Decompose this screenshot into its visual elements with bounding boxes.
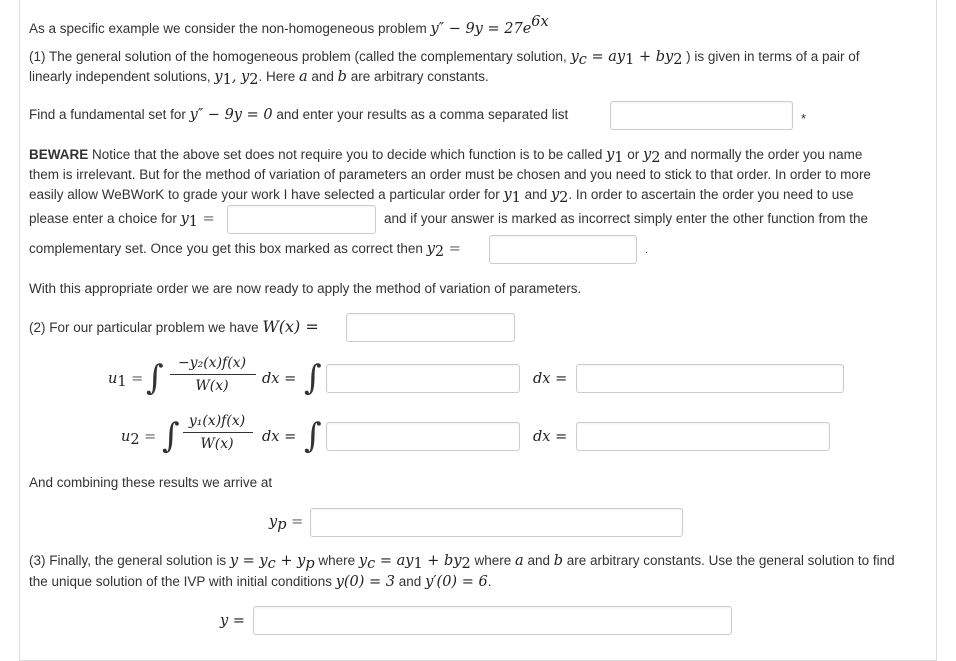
part3-yc-sub: c bbox=[367, 556, 376, 572]
y1-symbol: y bbox=[214, 69, 223, 85]
u2-numerator bbox=[177, 413, 257, 429]
yc-sub1: 1 bbox=[625, 52, 635, 68]
u2-dx-text: dx = bbox=[262, 429, 297, 445]
or-word: or bbox=[623, 147, 644, 162]
part1-text-e: are arbitrary constants. bbox=[346, 69, 489, 84]
y2-sub-b: 2 bbox=[651, 150, 661, 166]
u1-integral-sign: ∫ bbox=[146, 358, 164, 398]
y1-symbol-c: y bbox=[503, 187, 512, 203]
part1-text-c: linearly independent solutions, bbox=[29, 69, 215, 84]
u2-dx bbox=[262, 428, 296, 446]
part3-sub1: 1 bbox=[413, 556, 423, 572]
part3-text-e: the unique solution of the IVP with initial conditions bbox=[29, 574, 336, 589]
y2-symbol-b: y bbox=[643, 147, 652, 163]
y1-symbol-b: y bbox=[606, 147, 615, 163]
part1-line1 bbox=[29, 48, 860, 69]
intro-equation: y″ − 9y = 27e bbox=[430, 21, 532, 37]
intro-text: As a specific example we consider the non-homogeneous problem bbox=[29, 21, 431, 36]
u2-dx-2-text: dx = bbox=[533, 429, 568, 445]
beware-text-5a: complementary set. Once you get this box marked as correct then bbox=[29, 241, 427, 256]
part3-eq-a-sub: c bbox=[267, 556, 276, 572]
u2-antiderivative-input[interactable] bbox=[576, 422, 830, 451]
u2-symbol: u bbox=[121, 429, 131, 445]
beware-text-1: Notice that the above set does not require you to decide which function is to be called bbox=[88, 147, 607, 162]
intro-line bbox=[29, 13, 549, 38]
yc-symbol: y bbox=[570, 49, 579, 65]
beware-line2: them is irrelevant. But for the method of variation of parameters an order must be chosen and you need to stick to that order. In order to more bbox=[29, 167, 871, 182]
comma: , bbox=[231, 69, 242, 85]
u2-numerator-text: y₁(x)f(x) bbox=[188, 413, 246, 429]
beware-line1 bbox=[29, 146, 862, 167]
part1-line2 bbox=[29, 68, 489, 89]
variation-text: With this appropriate order we are now ready to apply the method of variation of parameters. bbox=[29, 281, 582, 296]
u2-label: $u_2$ = bbox=[121, 429, 157, 448]
y2-sub: 2 bbox=[249, 72, 259, 88]
part3-eq-a: y = y bbox=[229, 553, 268, 569]
part3-line2 bbox=[29, 573, 491, 591]
beware-label: BEWARE bbox=[29, 147, 89, 162]
y1-sub-b: 1 bbox=[614, 150, 624, 166]
u2-denominator bbox=[177, 436, 257, 452]
beware-text-3a: easily allow WeBWorK to grade your work I have selected a particular order for bbox=[29, 187, 504, 202]
intro-equation-exponent: 6x bbox=[531, 14, 549, 30]
required-asterisk: * bbox=[801, 111, 807, 126]
const-a: a bbox=[298, 69, 308, 85]
ic-and: and bbox=[395, 574, 426, 589]
u1-fraction-bar bbox=[170, 374, 256, 375]
initial-condition-1: y(0) = 3 bbox=[335, 574, 396, 590]
part3-text-b: where bbox=[314, 553, 359, 568]
y2-symbol-e: y bbox=[426, 241, 435, 257]
part2-line bbox=[29, 318, 319, 337]
beware-line4b: and if your answer is marked as incorrect simply enter the other function from the bbox=[384, 211, 868, 226]
u1-numerator bbox=[164, 355, 260, 371]
part1-text-a: (1) The general solution of the homogeneous problem (called the complementary solution, bbox=[29, 49, 571, 64]
fundamental-text-b: and enter your results as a comma separated list bbox=[272, 107, 569, 122]
y1-sub-c: 1 bbox=[511, 190, 521, 206]
y2-symbol-c: y bbox=[550, 187, 560, 203]
part3-sub2: 2 bbox=[461, 556, 471, 572]
u1-integral-sign-2: ∫ bbox=[304, 358, 322, 398]
u2-denominator-text: W(x) bbox=[200, 436, 234, 452]
beware-line4a: please enter a choice for $y_1$ = bbox=[29, 211, 215, 230]
fundamental-set-input[interactable] bbox=[610, 101, 793, 130]
u2-sub: 2 bbox=[130, 432, 140, 448]
yp-label: $y_p$ = bbox=[269, 514, 304, 533]
u1-dx-2-text: dx = bbox=[533, 371, 568, 387]
y2-sub-e: 2 bbox=[434, 244, 445, 260]
fundamental-line bbox=[29, 106, 568, 124]
u1-denominator-text: W(x) bbox=[195, 378, 229, 394]
y-label bbox=[220, 612, 245, 630]
yc-plus: + by bbox=[634, 49, 674, 65]
part1-text-d: . Here bbox=[258, 69, 299, 84]
u2-fraction-bar bbox=[183, 432, 253, 433]
yc-sub2: 2 bbox=[673, 52, 683, 68]
y1-sub-d: 1 bbox=[188, 214, 199, 230]
const-b: b bbox=[337, 69, 347, 85]
u1-dx-text: dx = bbox=[262, 371, 297, 387]
beware-line5: complementary set. Once you get this box marked as correct then $y_2$ = bbox=[29, 241, 461, 260]
part3-text-a: (3) Finally, the general solution is bbox=[29, 553, 230, 568]
u1-symbol: u bbox=[108, 371, 118, 387]
and-word-c: and bbox=[520, 187, 551, 202]
beware-text-4a: please enter a choice for bbox=[29, 211, 181, 226]
part3-a: a bbox=[515, 553, 524, 569]
yp-sub: p bbox=[277, 517, 287, 533]
u2-integrand-input[interactable] bbox=[326, 422, 520, 451]
and-word: and bbox=[307, 69, 338, 84]
u1-antiderivative-input[interactable] bbox=[576, 364, 844, 393]
u1-dx bbox=[262, 370, 296, 388]
part3-text-c: where bbox=[470, 553, 516, 568]
part3-eq-b: + y bbox=[275, 553, 306, 569]
u1-label: $u_1$ = bbox=[108, 371, 144, 390]
beware-text-1-end: and normally the order you name bbox=[660, 147, 863, 162]
u2-integral-sign: ∫ bbox=[162, 416, 180, 456]
yp-symbol: y bbox=[269, 514, 278, 530]
part3-text-d: are arbitrary constants. Use the general solution to find bbox=[563, 553, 895, 568]
u1-sub: 1 bbox=[117, 374, 127, 390]
y2-sub-c: 2 bbox=[559, 190, 569, 206]
initial-condition-2: y′(0) = 6 bbox=[425, 574, 488, 590]
part3-eq-b-sub: p bbox=[305, 556, 315, 572]
part2-text: (2) For our particular problem we have bbox=[29, 320, 263, 335]
y1-choice-input[interactable] bbox=[227, 205, 376, 234]
beware-line3 bbox=[29, 186, 854, 207]
y-label-text: y = bbox=[220, 613, 245, 629]
y1-sub: 1 bbox=[222, 72, 232, 88]
u1-numerator-text: −y₂(x)f(x) bbox=[177, 355, 247, 371]
final-solution-input[interactable] bbox=[253, 606, 732, 635]
wronskian-input[interactable] bbox=[346, 313, 515, 342]
yc-rhs: = ay bbox=[586, 49, 626, 65]
ic-end: . bbox=[487, 574, 492, 589]
beware-text-3-end: . In order to ascertain the order you need to use bbox=[568, 187, 854, 202]
wronskian-label: W(x) = bbox=[262, 317, 319, 336]
part3-yc: y bbox=[358, 553, 368, 569]
u2-integral-sign-2: ∫ bbox=[304, 416, 322, 456]
combine-text: And combining these results we arrive at bbox=[29, 475, 273, 490]
fundamental-text-a: Find a fundamental set for bbox=[29, 107, 190, 122]
part3-and: and bbox=[523, 553, 554, 568]
y1-symbol-d: y bbox=[180, 211, 189, 227]
y2-symbol: y bbox=[241, 69, 250, 85]
yc-sub: c bbox=[578, 52, 587, 68]
yp-input[interactable] bbox=[310, 508, 683, 537]
u2-dx-2 bbox=[533, 428, 567, 446]
trailing-dot: . bbox=[645, 244, 649, 256]
u1-dx-2 bbox=[533, 370, 567, 388]
fundamental-eq: y″ − 9y = 0 bbox=[189, 107, 273, 123]
u1-integrand-input[interactable] bbox=[326, 364, 520, 393]
part3-b: b bbox=[553, 553, 564, 569]
part3-line1 bbox=[29, 552, 895, 573]
part1-text-b: ) is given in terms of a pair of bbox=[682, 49, 860, 64]
part3-yc-rhs: = ay bbox=[375, 553, 414, 569]
u1-denominator bbox=[164, 378, 260, 394]
part3-plus-by: + by bbox=[422, 553, 462, 569]
y2-choice-input[interactable] bbox=[489, 235, 637, 264]
